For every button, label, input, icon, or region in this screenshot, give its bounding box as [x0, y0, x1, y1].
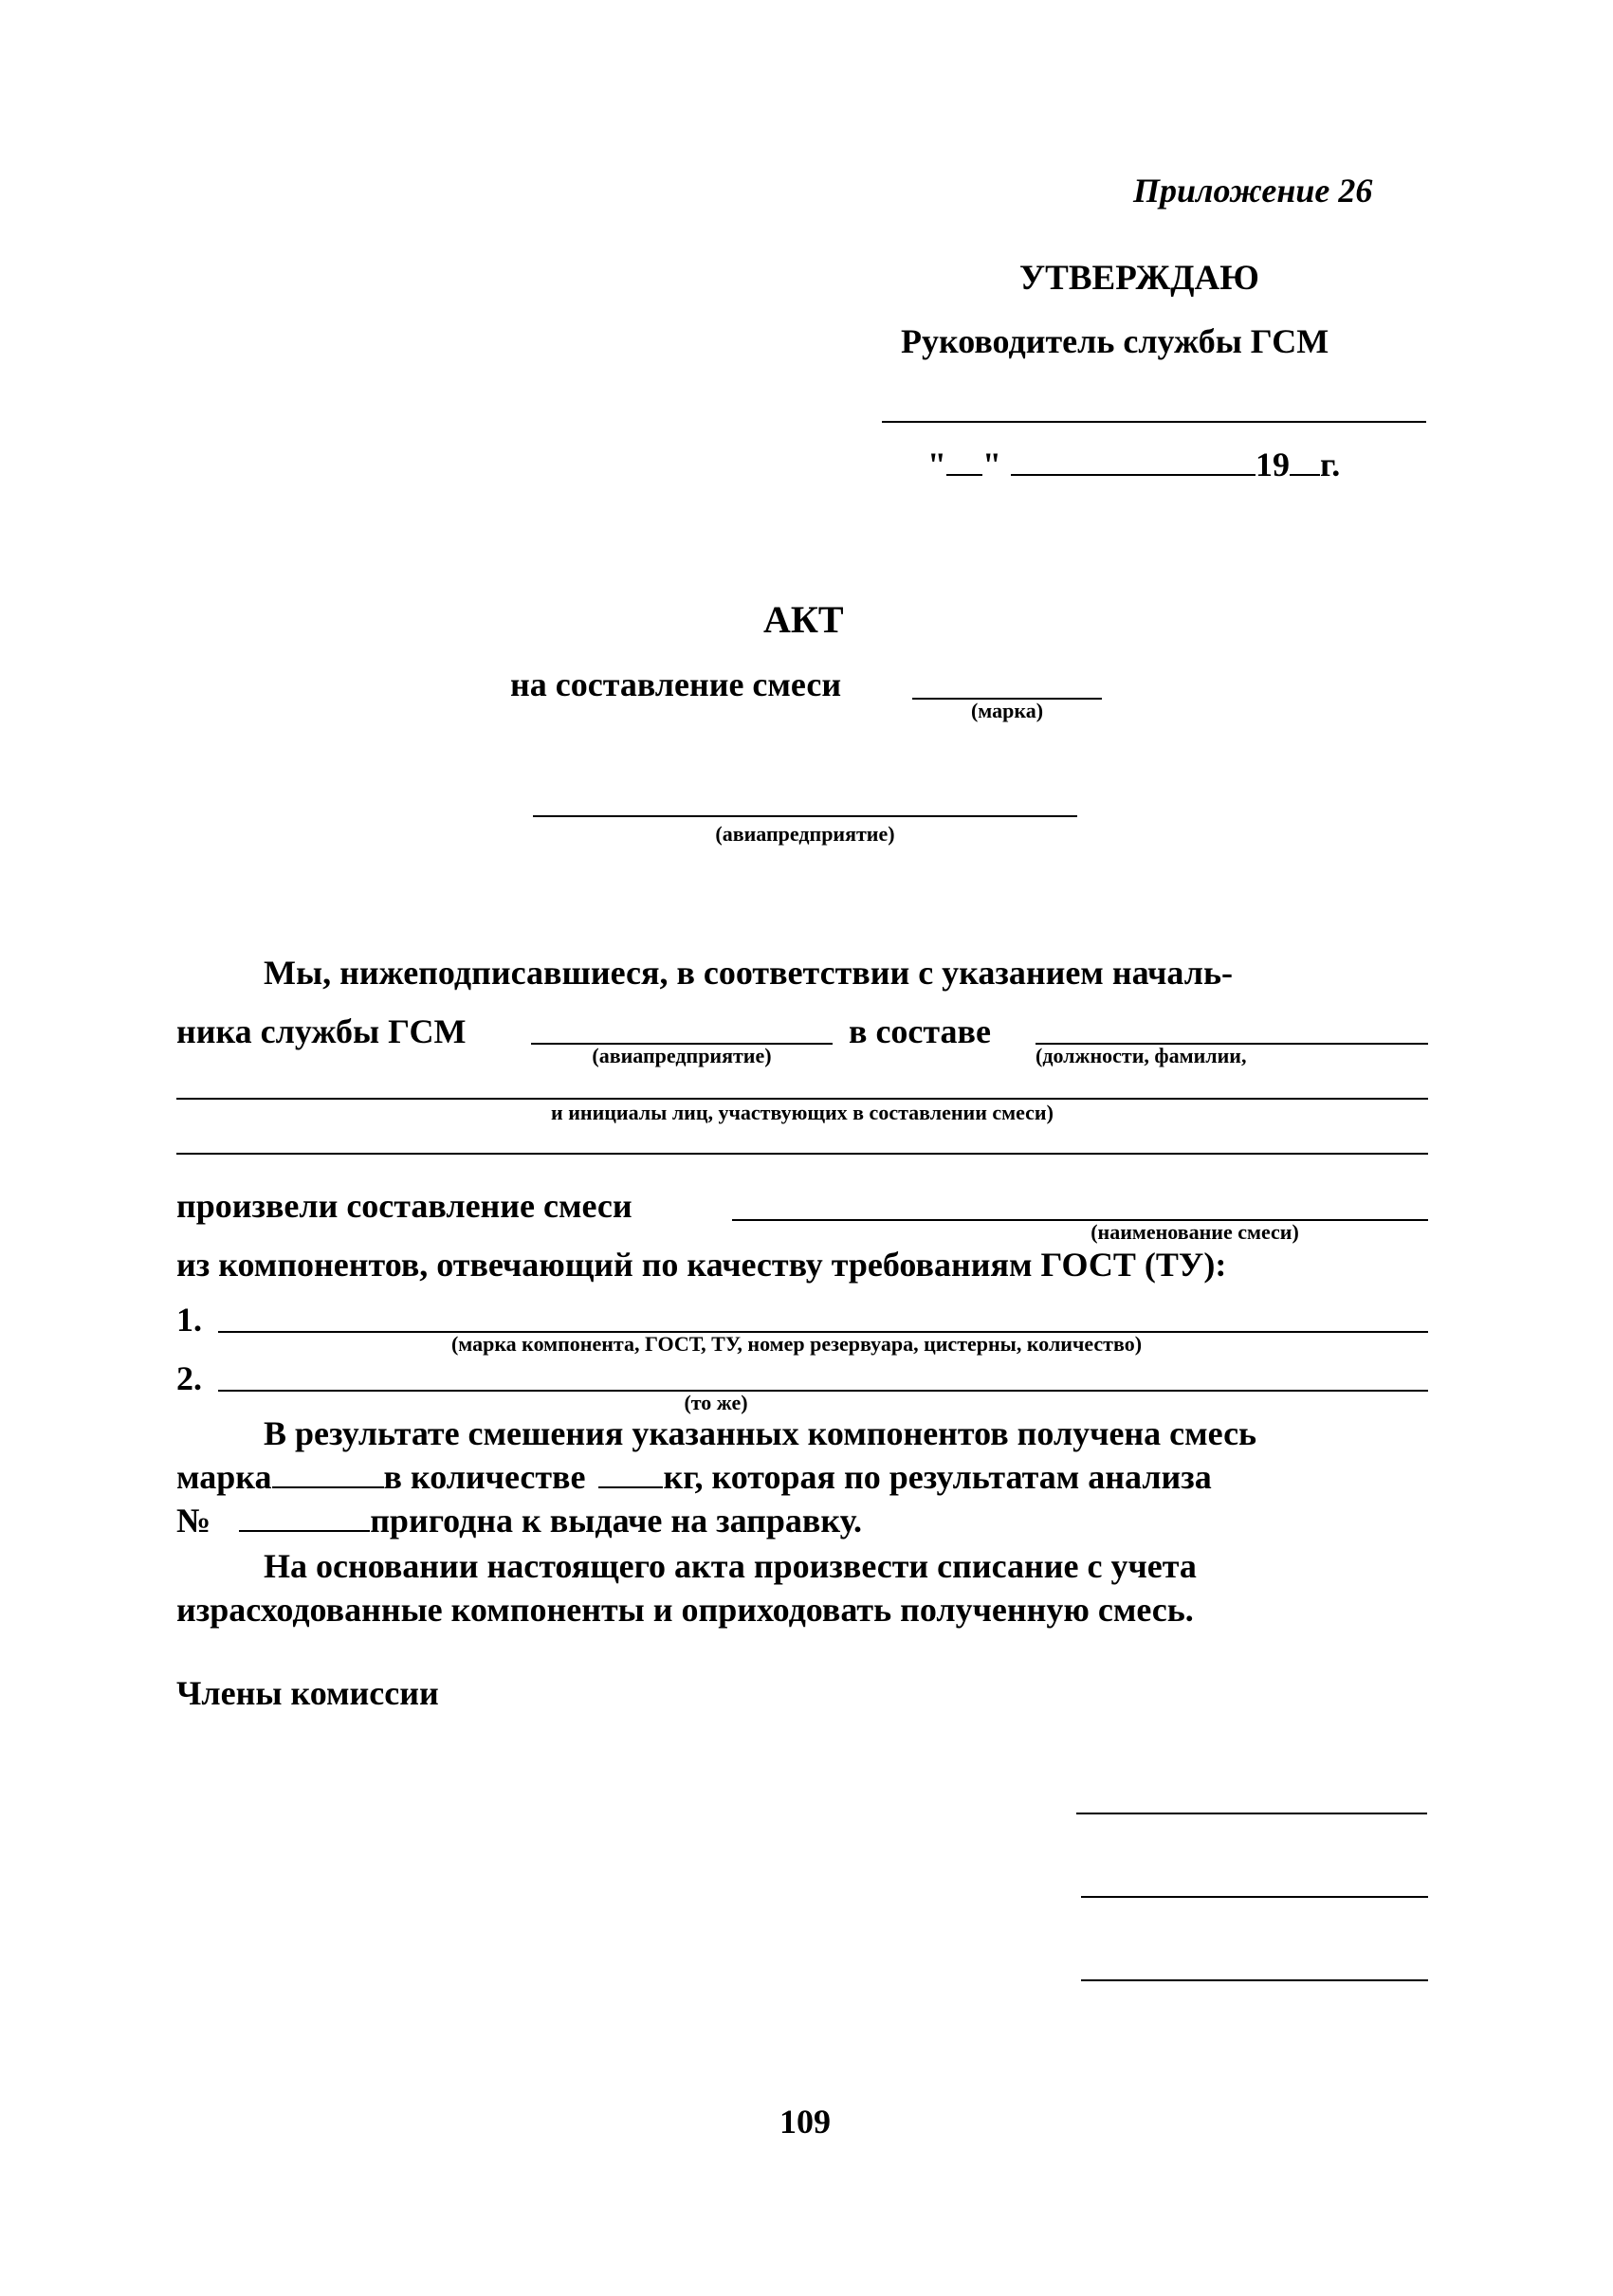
commission-signature-line-1: [1076, 1813, 1427, 1814]
result-line2: [176, 1456, 1212, 1498]
result-quantity-blank: [598, 1460, 663, 1488]
approve-position: Руководитель службы ГСМ: [901, 322, 1329, 360]
item2-label: 2.: [176, 1359, 202, 1397]
p1-line3-caption: и инициалы лиц, участвующих в составлении смеси): [551, 1101, 1054, 1124]
produced-label: произвели составление смеси: [176, 1187, 632, 1225]
result-line1: В результате смешения указанных компонентов получена смесь: [264, 1414, 1257, 1452]
month-blank: [1011, 447, 1256, 476]
approve-date-row: [927, 444, 1340, 485]
p1-line4: [176, 1153, 1428, 1155]
result-kg-label: кг, которая по результатам анализа: [663, 1458, 1212, 1496]
act-title: АКТ: [763, 598, 844, 641]
org-line: [533, 815, 1077, 817]
p1-members-caption: (должности, фамилии,: [1036, 1044, 1247, 1067]
year-blank: [1290, 447, 1320, 476]
p1-line1: Мы, нижеподписавшиеся, в соответствии с указанием началь-: [264, 954, 1233, 992]
result-brand-blank: [272, 1460, 384, 1488]
day-blank: [946, 447, 982, 476]
approve-title: УТВЕРЖДАЮ: [1019, 259, 1259, 298]
year-suffix: г.: [1320, 446, 1341, 483]
result-quantity-label: в количестве: [383, 1458, 586, 1496]
p1-org-caption: (авиапредприятие): [592, 1044, 772, 1067]
org-caption: (авиапредприятие): [715, 822, 895, 846]
result-brand-label: марка: [176, 1458, 272, 1496]
basis-line1: На основании настоящего акта произвести списание с учета: [264, 1547, 1197, 1585]
item2-caption: (то же): [684, 1391, 748, 1414]
p1-line3: [176, 1098, 1428, 1100]
approve-signature-line: [882, 421, 1426, 423]
result-line3: [176, 1500, 862, 1541]
quote-open: ": [927, 446, 946, 483]
result-number-label: №: [176, 1502, 211, 1540]
result-suitable-label: пригодна к выдаче на заправку.: [370, 1502, 862, 1540]
produced-caption: (наименование смеси): [1091, 1220, 1299, 1244]
act-brand-caption: (марка): [970, 699, 1044, 722]
result-number-blank: [239, 1503, 370, 1532]
year-prefix: 19: [1256, 446, 1290, 483]
item1-label: 1.: [176, 1301, 202, 1339]
p1-line2-b: в составе: [849, 1012, 991, 1050]
item2-line: [218, 1390, 1428, 1392]
quote-close: ": [982, 446, 1001, 483]
page-number: 109: [779, 2103, 831, 2141]
basis-line2: израсходованные компоненты и оприходовать полученную смесь.: [176, 1591, 1194, 1629]
commission-signature-line-3: [1081, 1979, 1428, 1981]
act-subtitle: на составление смеси: [510, 665, 842, 703]
item1-caption: (марка компонента, ГОСТ, ТУ, номер резервуара, цистерны, количество): [450, 1332, 1143, 1356]
p1-line2-a: ника службы ГСМ: [176, 1012, 467, 1050]
commission-label: Члены комиссии: [176, 1674, 439, 1712]
components-label: из компонентов, отвечающий по качеству требованиям ГОСТ (ТУ):: [176, 1246, 1227, 1284]
commission-signature-line-2: [1081, 1896, 1428, 1898]
appendix-label: Приложение 26: [1133, 172, 1373, 210]
